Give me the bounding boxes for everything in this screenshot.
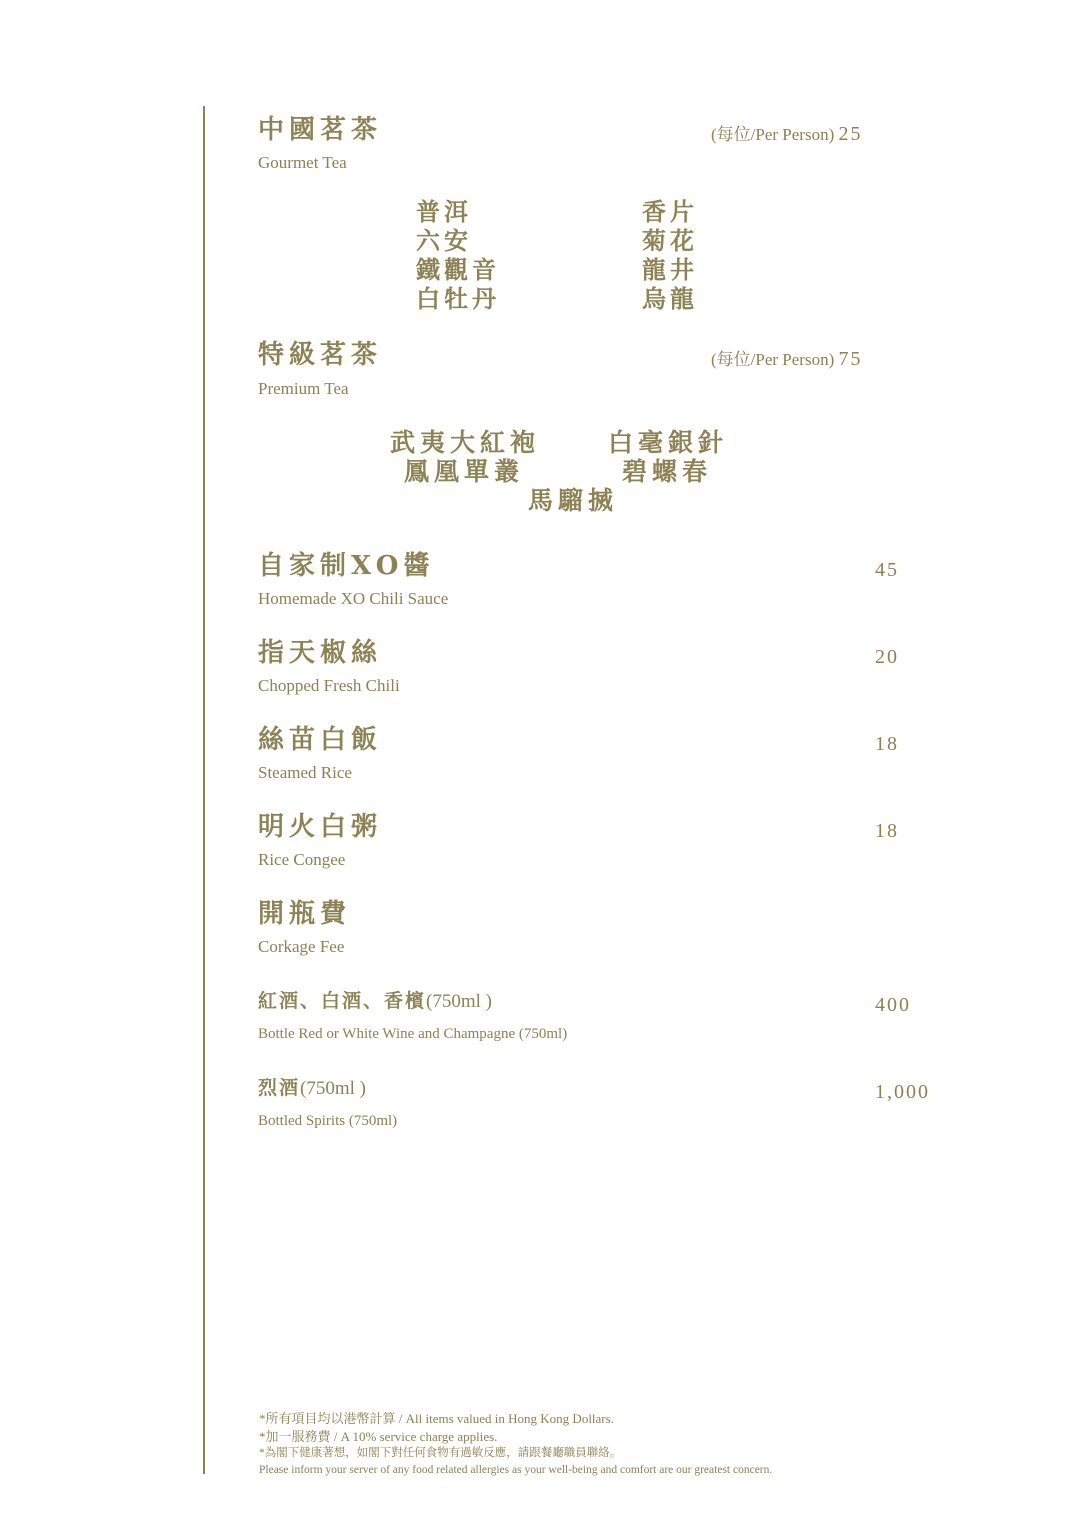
spirits-label-zh: 烈酒 [258, 1077, 301, 1099]
tea-item: 龍井 [642, 255, 698, 284]
gourmet-tea-list-right [642, 197, 698, 313]
premium-tea-item: 碧螺春 [622, 457, 713, 486]
corkage-spirits-en: Bottled Spirits (750ml) [258, 1113, 398, 1129]
item-title-en: Chopped Fresh Chili [258, 676, 400, 695]
item-price: 18 [875, 820, 899, 842]
corkage-title-zh: 開瓶費 [258, 899, 352, 929]
corkage-wine-title [258, 992, 492, 1011]
premium-tea-price [711, 349, 862, 369]
footnote-allergy-zh: *為閣下健康著想，如閣下對任何食物有過敏反應，請跟餐廳職員聯絡。 [259, 1447, 622, 1459]
gourmet-tea-list-left [416, 197, 500, 313]
tea-item: 香片 [642, 197, 698, 226]
item-title-zh: 自家制XO醬 [258, 551, 435, 581]
corkage-wine-price: 400 [875, 994, 911, 1016]
gourmet-tea-title-en: Gourmet Tea [258, 153, 347, 172]
item-title-en: Homemade XO Chili Sauce [258, 589, 449, 608]
corkage-spirits-title [258, 1079, 366, 1098]
item-price: 18 [875, 733, 899, 755]
premium-tea-item: 鳳凰單叢 [404, 457, 525, 486]
item-title-en: Steamed Rice [258, 763, 352, 782]
price: 75 [838, 348, 863, 370]
premium-tea-title-zh: 特級茗茶 [258, 340, 383, 370]
gourmet-tea-title-zh: 中國茗茶 [258, 115, 383, 145]
per-person-label: (每位/Per Person) [711, 125, 835, 144]
item-price: 20 [875, 646, 899, 668]
premium-tea-item: 白毫銀針 [608, 428, 729, 457]
tea-item: 鐵觀音 [416, 255, 500, 284]
premium-tea-item: 馬騮搣 [528, 486, 619, 515]
tea-item: 菊花 [642, 226, 698, 255]
corkage-spirits-price: 1,000 [875, 1081, 930, 1103]
vertical-rule [203, 106, 205, 1474]
wine-volume: (750ml ) [426, 991, 492, 1012]
tea-item: 白牡丹 [416, 284, 500, 313]
premium-tea-title-en: Premium Tea [258, 379, 349, 398]
tea-item: 烏龍 [642, 284, 698, 313]
item-title-en: Rice Congee [258, 850, 346, 869]
price: 25 [838, 123, 863, 145]
item-title-zh: 明火白粥 [258, 812, 383, 842]
footnote-allergy-en: Please inform your server of any food related allergies as your well-being and comfort are our greatest concern. [259, 1464, 773, 1476]
item-title-zh: 絲苗白飯 [258, 725, 383, 755]
per-person-label: (每位/Per Person) [711, 350, 835, 369]
footnote-currency: *所有項目均以港幣計算 / All items valued in Hong Kong Dollars. [259, 1411, 614, 1426]
tea-item: 普洱 [416, 197, 472, 226]
gourmet-tea-price [711, 124, 862, 144]
spirits-volume: (750ml ) [300, 1078, 366, 1099]
item-price: 45 [875, 559, 899, 581]
corkage-wine-en: Bottle Red or White Wine and Champagne (750ml) [258, 1026, 568, 1042]
premium-tea-item: 武夷大紅袍 [390, 428, 541, 457]
item-title-zh: 指天椒絲 [258, 638, 383, 668]
wine-label-zh: 紅酒、白酒、香檳 [258, 990, 427, 1012]
tea-item: 六安 [416, 226, 472, 255]
footnote-service-charge: *加一服務費 / A 10% service charge applies. [259, 1429, 498, 1444]
corkage-title-en: Corkage Fee [258, 937, 345, 956]
